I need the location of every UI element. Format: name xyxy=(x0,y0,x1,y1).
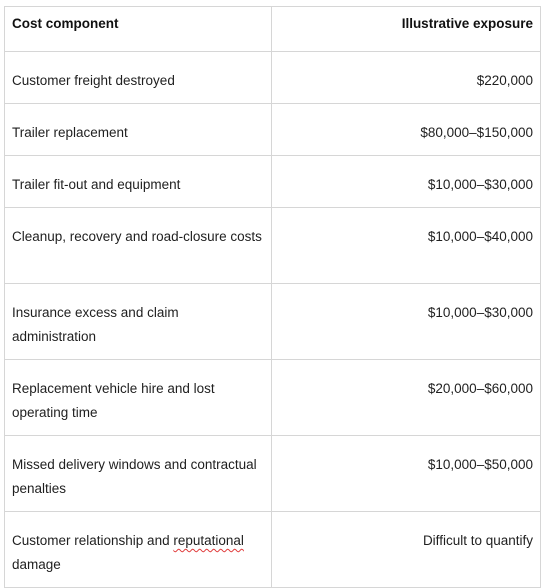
table-row xyxy=(5,52,541,104)
cost-component-cell: Trailer replacement xyxy=(5,104,272,156)
exposure-cell: $220,000 xyxy=(272,52,541,104)
table-row xyxy=(5,360,541,436)
table-row xyxy=(5,436,541,512)
header-cost-component: Cost component xyxy=(5,7,272,52)
table-row xyxy=(5,512,541,588)
cost-component-cell: Replacement vehicle hire and lost operating time xyxy=(5,360,272,436)
exposure-cell: $10,000–$30,000 xyxy=(272,156,541,208)
exposure-cell: $80,000–$150,000 xyxy=(272,104,541,156)
table-row xyxy=(5,156,541,208)
cost-component-cell: Trailer fit-out and equipment xyxy=(5,156,272,208)
cost-component-cell xyxy=(5,512,272,588)
table-row xyxy=(5,284,541,360)
spellcheck-flagged-word[interactable]: reputational xyxy=(173,533,244,548)
header-illustrative-exposure: Illustrative exposure xyxy=(272,7,541,52)
cost-component-cell: Cleanup, recovery and road-closure costs xyxy=(5,208,272,284)
cost-component-cell: Insurance excess and claim administration xyxy=(5,284,272,360)
cost-component-cell: Missed delivery windows and contractual penalties xyxy=(5,436,272,512)
exposure-cell: $10,000–$40,000 xyxy=(272,208,541,284)
table-row xyxy=(5,208,541,284)
table-header-row xyxy=(5,7,541,52)
exposure-cell: $10,000–$50,000 xyxy=(272,436,541,512)
exposure-cell: $20,000–$60,000 xyxy=(272,360,541,436)
cost-component-cell: Customer freight destroyed xyxy=(5,52,272,104)
cost-component-text: Customer relationship and xyxy=(12,533,174,548)
cost-table-container xyxy=(0,6,543,587)
table-row xyxy=(5,104,541,156)
cost-table xyxy=(4,6,541,588)
cost-component-text: damage xyxy=(12,557,61,572)
exposure-cell: $10,000–$30,000 xyxy=(272,284,541,360)
exposure-cell: Difficult to quantify xyxy=(272,512,541,588)
